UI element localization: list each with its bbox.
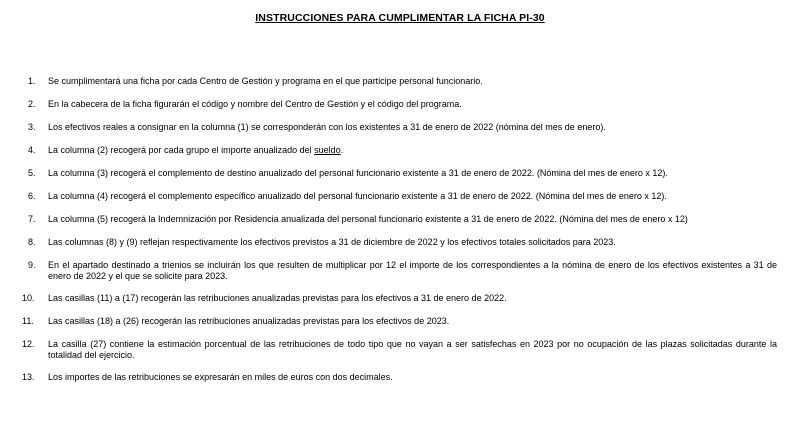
item-number: 6.: [28, 191, 36, 201]
item-number: 9.: [28, 260, 36, 270]
item-text-before: La columna (2) recogerá por cada grupo el importe anualizado del: [48, 145, 315, 155]
instructions-list: [22, 76, 777, 395]
item-number: 4.: [28, 145, 36, 155]
document-title: INSTRUCCIONES PARA CUMPLIMENTAR LA FICHA PI-30: [255, 12, 545, 24]
item-number: 11.: [22, 316, 34, 326]
item-number: 13.: [22, 372, 35, 382]
list-item: [22, 214, 777, 225]
list-item: [22, 316, 777, 327]
list-item: [22, 145, 777, 156]
item-number: 2.: [28, 99, 36, 109]
item-number: 3.: [28, 122, 36, 132]
item-number: 12.: [22, 339, 35, 349]
list-item: [22, 99, 777, 110]
item-number: 1.: [28, 76, 36, 86]
list-item: [22, 372, 777, 383]
item-text: Se cumplimentará una ficha por cada Centro de Gestión y programa en el que participe personal funcionario.: [48, 76, 483, 86]
item-text: [48, 145, 777, 156]
item-number: 8.: [28, 237, 36, 247]
item-text: Las columnas (8) y (9) reflejan respectivamente los efectivos previstos a 31 de diciembre de 2022 y los efectivos totales solicitados para 2023.: [48, 237, 616, 247]
item-text: Los efectivos reales a consignar en la columna (1) se corresponderán con los existentes a 31 de enero de 2022 (nómina del mes de enero).: [48, 122, 606, 132]
item-text-underlined: sueldo: [314, 145, 341, 155]
list-item: [22, 237, 777, 248]
item-number: 5.: [28, 168, 36, 178]
item-text: En la cabecera de la ficha figurarán el código y nombre del Centro de Gestión y el código del programa.: [48, 99, 462, 109]
list-item: [22, 122, 777, 133]
list-item: [22, 339, 777, 361]
item-number: 10.: [22, 293, 35, 303]
item-number: 7.: [28, 214, 36, 224]
item-text: En el apartado destinado a trienios se incluirán los que resulten de multiplicar por 12 el importe de los correspondientes a la nómina de enero de los efectivos existentes a 31 de enero de 2022 y el que se solicite para 2023.: [48, 260, 777, 281]
item-text: La columna (5) recogerá la Indemnización por Residencia anualizada del personal funcionario existente a 31 de enero de 2022. (Nómina del mes de enero x 12): [48, 214, 688, 224]
list-item: [22, 191, 777, 202]
item-text: Las casillas (11) a (17) recogerán las retribuciones anualizadas previstas para los efectivos a 31 de enero de 2022.: [48, 293, 507, 303]
item-text: La columna (3) recogerá el complemento de destino anualizado del personal funcionario existente a 31 de enero de 2022. (Nómina del mes de enero x 12).: [48, 168, 668, 178]
item-text: La columna (4) recogerá el complemento específico anualizado del personal funcionario existente a 31 de enero de 2022. (Nómina del mes de enero x 12).: [48, 191, 667, 201]
item-text-after: .: [340, 145, 344, 155]
list-item: [22, 260, 777, 282]
item-text: La casilla (27) contiene la estimación porcentual de las retribuciones de todo tipo que no vayan a ser satisfechas en 2023 por no ocupación de las plazas solicitadas durante la totalidad del ejercicio.: [48, 339, 777, 360]
item-text: Los importes de las retribuciones se expresarán en miles de euros con dos decimales.: [48, 372, 393, 382]
item-text: Las casillas (18) a (26) recogerán las retribuciones anualizadas previstas para los efectivos de 2023.: [48, 316, 450, 326]
list-item: [22, 168, 777, 179]
list-item: [22, 293, 777, 304]
list-item: [22, 76, 777, 87]
